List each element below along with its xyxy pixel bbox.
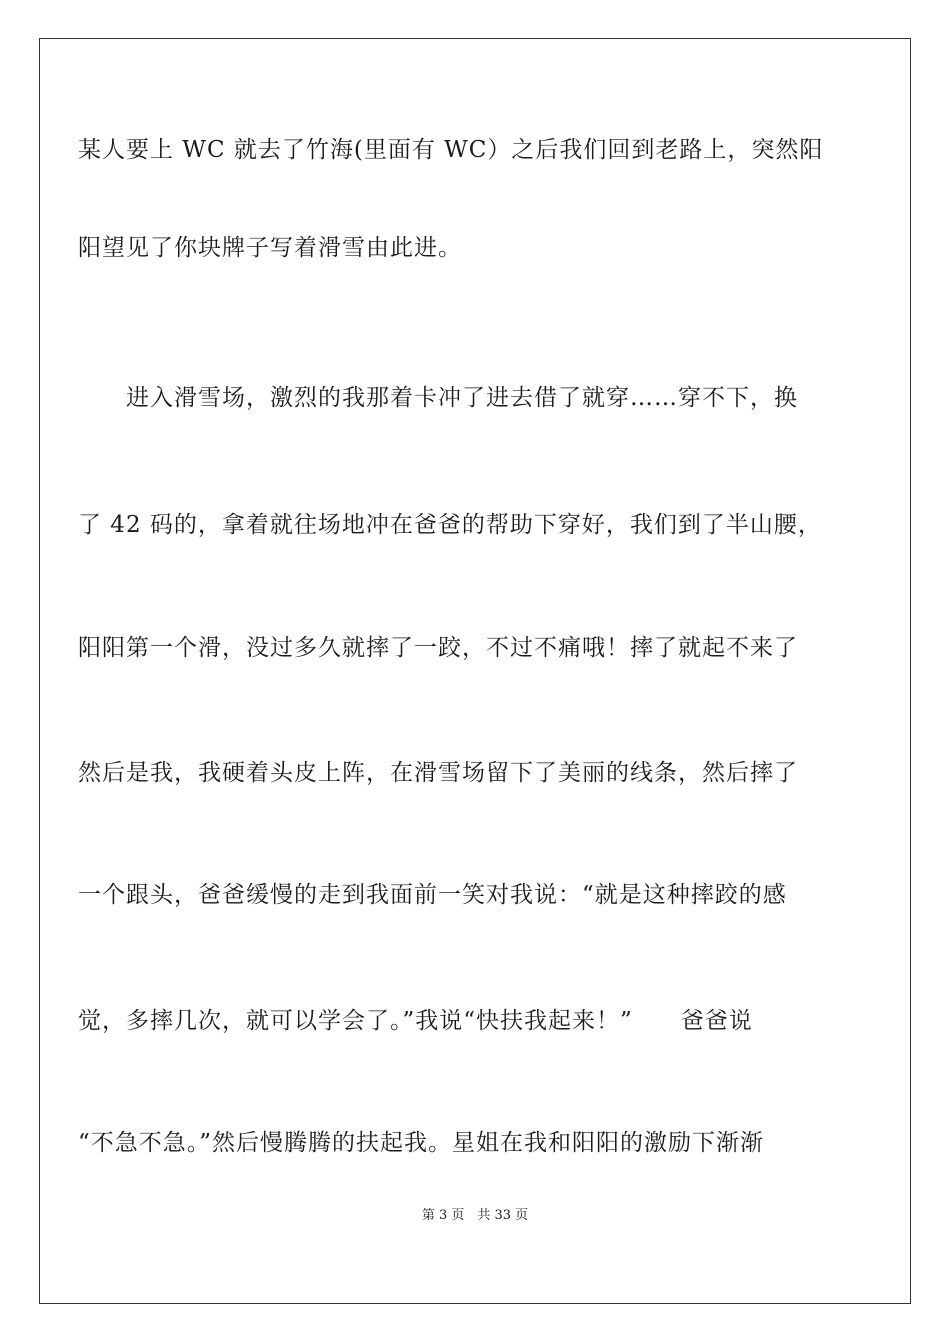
page-number-footer: 第 3 页 共 33 页 [421, 1208, 529, 1223]
text-line: 了 42 码的，拿着就往场地冲在爸爸的帮助下穿好，我们到了半山腰， [78, 512, 822, 538]
text-line: 某人要上 WC 就去了竹海(里面有 WC）之后我们回到老路上，突然阳 [78, 137, 824, 163]
text-line: 进入滑雪场，激烈的我那着卡冲了进去借了就穿……穿不下，换 [78, 385, 798, 411]
text-line: 一个跟头，爸爸缓慢的走到我面前一笑对我说：“就是这种摔跤的感 [78, 882, 787, 908]
page-border [39, 38, 911, 1304]
text-line: 然后是我，我硬着头皮上阵，在滑雪场留下了美丽的线条，然后摔了 [78, 760, 798, 786]
text-line: “不急不急。”然后慢腾腾的扶起我。星姐在我和阳阳的激励下渐渐 [78, 1130, 765, 1156]
text-line: 阳望见了你块牌子写着滑雪由此进。 [78, 235, 462, 261]
text-line: 觉，多摔几次，就可以学会了。”我说“快扶我起来！” 爸爸说 [78, 1008, 753, 1034]
text-line: 阳阳第一个滑，没过多久就摔了一跤，不过不痛哦！摔了就起不来了 [78, 635, 798, 661]
